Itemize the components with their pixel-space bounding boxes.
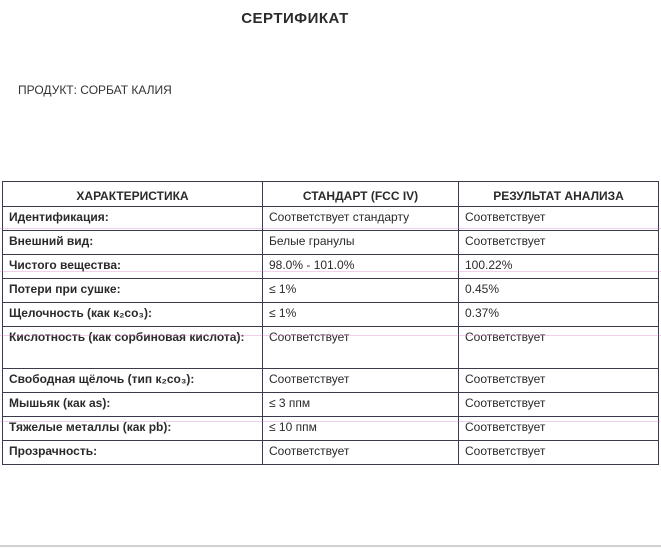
cell-result: 0.45%	[459, 279, 659, 303]
table-row	[3, 279, 659, 303]
table-row	[3, 303, 659, 327]
cell-standard: Соответствует	[263, 369, 459, 393]
table-row	[3, 255, 659, 279]
cell-parameter: Идентификация:	[3, 207, 263, 231]
cell-standard: 98.0% - 101.0%	[263, 255, 459, 279]
cell-standard: Соответствует	[263, 327, 459, 369]
table-header-row	[3, 182, 659, 207]
cell-parameter: Щелочность (как к₂со₃):	[3, 303, 263, 327]
cell-result: Соответствует	[459, 207, 659, 231]
scan-artifact-line	[0, 421, 661, 422]
product-line: ПРОДУКТ: СОРБАТ КАЛИЯ	[18, 83, 172, 97]
cell-standard: Белые гранулы	[263, 231, 459, 255]
cell-parameter: Потери при сушке:	[3, 279, 263, 303]
cell-parameter: Свободная щёлочь (тип к₂со₃):	[3, 369, 263, 393]
scan-artifact-line	[0, 335, 661, 336]
header-standard: СТАНДАРТ (FCC IV)	[263, 182, 459, 207]
scan-artifact-line	[0, 271, 661, 272]
cell-parameter: Чистого вещества:	[3, 255, 263, 279]
table-row	[3, 393, 659, 417]
table-row	[3, 327, 659, 369]
cell-standard: Соответствует	[263, 441, 459, 465]
cell-standard: ≤ 1%	[263, 303, 459, 327]
cell-standard: ≤ 10 ппм	[263, 417, 459, 441]
cell-result: Соответствует	[459, 441, 659, 465]
table-row	[3, 207, 659, 231]
header-characteristic: ХАРАКТЕРИСТИКА	[3, 182, 263, 207]
table-row	[3, 369, 659, 393]
cell-parameter: Прозрачность:	[3, 441, 263, 465]
cell-parameter: Кислотность (как сорбиновая кислота):	[3, 327, 263, 369]
cell-result: 0.37%	[459, 303, 659, 327]
cell-result: Соответствует	[459, 393, 659, 417]
cell-parameter: Внешний вид:	[3, 231, 263, 255]
certificate-table	[2, 181, 659, 465]
document-title: СЕРТИФИКАТ	[241, 10, 349, 27]
table-row	[3, 441, 659, 465]
cell-parameter: Мышьяк (как as):	[3, 393, 263, 417]
table-row	[3, 231, 659, 255]
cell-standard: Соответствует стандарту	[263, 207, 459, 231]
cell-result: Соответствует	[459, 369, 659, 393]
cell-result: 100.22%	[459, 255, 659, 279]
cell-result: Соответствует	[459, 327, 659, 369]
cell-parameter: Тяжелые металлы (как pb):	[3, 417, 263, 441]
cell-standard: ≤ 1%	[263, 279, 459, 303]
cell-result: Соответствует	[459, 417, 659, 441]
cell-result: Соответствует	[459, 231, 659, 255]
scan-bottom-edge	[0, 545, 661, 547]
header-result: РЕЗУЛЬТАТ АНАЛИЗА	[459, 182, 659, 207]
scan-artifact-line	[0, 228, 661, 229]
cell-standard: ≤ 3 ппм	[263, 393, 459, 417]
